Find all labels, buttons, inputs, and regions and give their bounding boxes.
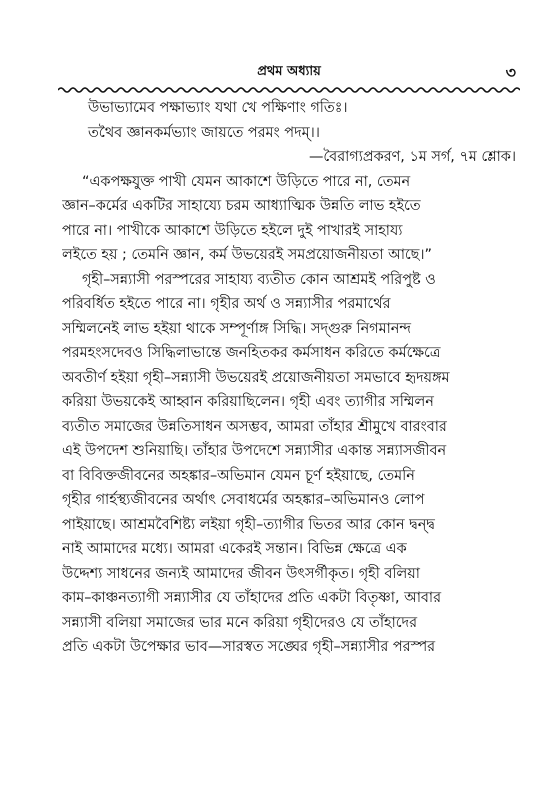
chapter-title: প্রথম অধ্যায়: [257, 64, 321, 79]
running-header: [58, 62, 520, 86]
paragraph-line: পরিবর্ধিত হইতে পারে না। গৃহীর অর্থ ও সন্ন্যাসীর পরমার্থের: [62, 296, 391, 312]
verse-line-1: উভাভ্যামেব পক্ষাভ্যাং যথা খে পক্ষিণাং গতিঃ।: [88, 100, 348, 116]
verse-citation: —বৈরাগ্যপ্রকরণ, ১ম সর্গ, ৭ম শ্লোক।: [308, 149, 516, 165]
body-paragraph: [62, 268, 520, 660]
paragraph-line: গৃহীর গার্হস্থ্যজীবনের অর্থাৎ সেবাধর্মের অহঙ্কার–অভিমানও লোপ: [62, 492, 425, 508]
paragraph-line: বা বিবিক্তজীবনের অহঙ্কার–অভিমান যেমন চূর্ণ হইয়াছে, তেমনি: [62, 467, 415, 484]
paragraph-line: উদ্দেশ্য সাধনের জন্যই আমাদের জীবন উৎসর্গীকৃত। গৃহী বলিয়া: [62, 565, 420, 582]
paragraph-line: সম্মিলনেই লাভ হইয়া থাকে সম্পূর্ণাঙ্গ সিদ্ধি। সদ্গুরু নিগমানন্দ: [62, 320, 411, 337]
paragraph-line: সন্ন্যাসী বলিয়া সমাজের ভার মনে করিয়া গৃহীদেরও যে তাঁহাদের: [62, 614, 418, 631]
verse-line-2: তথৈব জ্ঞানকর্মভ্যাং জায়তে পরমং পদম্।।: [88, 124, 320, 141]
quote-line: পারে না। পাখীকে আকাশে উড়িতে হইলে দুই পাখারই সাহায্য: [62, 222, 403, 239]
quoted-passage: [62, 170, 520, 268]
paragraph-line: করিয়া উভয়কেই আহ্বান করিয়াছিলেন। গৃহী এবং ত্যাগীর সম্মিলন: [62, 394, 434, 410]
page-body: [62, 96, 520, 660]
paragraph-line: কাম–কাঞ্চনত্যাগী সন্ন্যাসীর যে তাঁহাদের প্রতি একটা বিতৃষ্ণা, আবার: [62, 590, 441, 606]
paragraph-line: অবতীর্ণ হইয়া গৃহী–সন্ন্যাসী উভয়েরই প্রয়োজনীয়তা সমভাবে হৃদয়ঙ্গম: [62, 369, 450, 386]
paragraph-line: প্রতি একটা উপেক্ষার ভাব—সারস্বত সঙ্ঘের গৃহী–সন্ন্যাসীর পরস্পর: [62, 639, 435, 655]
paragraph-line: গৃহী–সন্ন্যাসী পরস্পরের সাহায্য ব্যতীত কোন আশ্রমই পরিপুষ্ট ও: [82, 271, 436, 288]
quote-line: জ্ঞান–কর্মের একটির সাহায্যে চরম আধ্যাত্মিক উন্নতি লাভ হইতে: [62, 198, 421, 214]
paragraph-line: ব্যতীত সমাজের উন্নতিসাধন অসম্ভব, আমরা তাঁহার শ্রীমুখে বারংবার: [62, 418, 447, 435]
paragraph-line: পাইয়াছে। আশ্রমবৈশিষ্ট্য লইয়া গৃহী–ত্যাগীর ভিতর আর কোন দ্বন্দ্ব: [62, 516, 435, 533]
paragraph-line: এই উপদেশ শুনিয়াছি। তাঁহার উপদেশে সন্ন্যাসীর একান্ত সন্ন্যাসজীবন: [62, 443, 447, 459]
quote-line: লইতে হয় ; তেমনি জ্ঞান, কর্ম উভয়েরই সমপ্রয়োজনীয়তা আছে।”: [62, 247, 432, 263]
quote-line: “একপক্ষযুক্ত পাখী যেমন আকাশে উড়িতে পারে না, তেমন: [82, 173, 411, 190]
decorative-wavy-rule: [58, 86, 520, 94]
paragraph-line: নাই আমাদের মধ্যে। আমরা একেরই সন্তান। বিভিন্ন ক্ষেত্রে এক: [62, 541, 407, 557]
page-number: ৩: [505, 63, 516, 82]
paragraph-line: পরমহংসদেবও সিদ্ধিলাভান্তে জনহিতকর কর্মসাধন করিতে কর্মক্ষেত্রে: [62, 345, 441, 361]
